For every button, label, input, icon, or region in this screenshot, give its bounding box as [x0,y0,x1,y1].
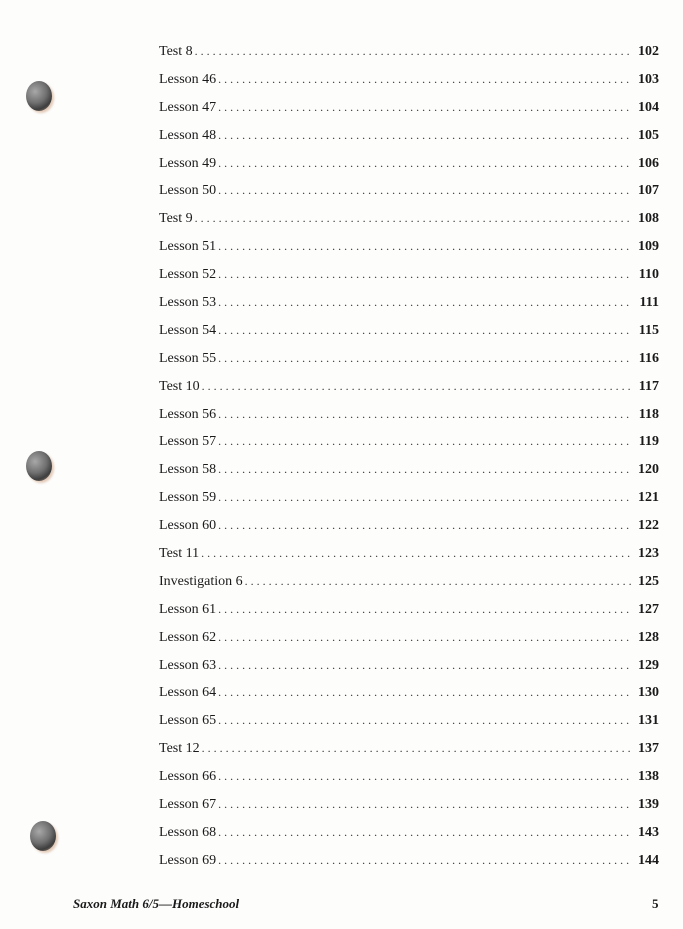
toc-entry-label: Investigation 6 [159,573,243,589]
toc-entry [159,261,659,289]
toc-entry [159,317,659,345]
toc-dot-leader [245,568,632,596]
toc-entry-page-number: 139 [638,797,659,813]
toc-dot-leader [218,122,632,150]
toc-entry [159,66,659,94]
toc-entry [159,847,659,875]
toc-entry [159,456,659,484]
toc-entry-page-number: 128 [638,629,659,645]
toc-entry [159,428,659,456]
toc-entry-page-number: 109 [638,239,659,255]
toc-dot-leader [218,177,632,205]
toc-entry-label: Lesson 60 [159,518,217,534]
toc-entry-label: Lesson 56 [159,406,217,422]
toc-dot-leader [218,624,632,652]
binder-hole-middle [26,451,52,481]
toc-entry-page-number: 117 [638,378,659,394]
toc-entry [159,735,659,763]
toc-entry-page-number: 104 [638,99,659,115]
toc-dot-leader [195,38,632,66]
toc-dot-leader [218,94,632,122]
toc-entry-label: Test 10 [159,378,200,394]
toc-dot-leader [218,428,632,456]
toc-entry-page-number: 111 [639,295,659,311]
binder-hole-top [26,81,52,111]
toc-entry-label: Lesson 69 [159,852,217,868]
toc-entry-label: Lesson 68 [159,824,217,840]
toc-entry-page-number: 108 [638,211,659,227]
toc-dot-leader [201,540,632,568]
toc-entry [159,819,659,847]
toc-entry [159,707,659,735]
toc-dot-leader [218,847,632,875]
toc-entry-label: Lesson 55 [159,350,217,366]
toc-entry [159,763,659,791]
toc-entry-label: Lesson 63 [159,657,217,673]
toc-entry [159,177,659,205]
toc-entry-page-number: 115 [638,322,659,338]
toc-entry [159,540,659,568]
toc-dot-leader [218,791,632,819]
toc-entry-label: Lesson 53 [159,295,217,311]
toc-dot-leader [218,679,632,707]
toc-entry-page-number: 105 [638,127,659,143]
toc-entry [159,568,659,596]
toc-entry-page-number: 110 [638,267,659,283]
toc-entry-label: Test 8 [159,44,193,59]
toc-entry [159,122,659,150]
toc-entry [159,373,659,401]
toc-entry-label: Test 12 [159,741,200,757]
toc-entry [159,679,659,707]
toc-entry [159,150,659,178]
toc-entry-page-number: 123 [638,546,659,562]
toc-entry-page-number: 137 [638,741,659,757]
toc-entry-page-number: 118 [638,406,659,422]
toc-entry-page-number: 120 [638,462,659,478]
toc-entry-label: Lesson 62 [159,629,217,645]
toc-entry-label: Lesson 59 [159,490,217,506]
toc-dot-leader [218,401,632,429]
toc-entry-label: Lesson 47 [159,99,217,115]
toc-entry-page-number: 138 [638,769,659,785]
toc-entry-page-number: 130 [638,685,659,701]
toc-entry-label: Lesson 57 [159,434,217,450]
toc-entry [159,233,659,261]
toc-dot-leader [218,317,632,345]
binder-hole-bottom [30,821,56,851]
table-of-contents [159,38,659,875]
toc-entry-label: Lesson 52 [159,267,217,283]
toc-entry [159,401,659,429]
toc-entry [159,38,659,66]
toc-dot-leader [218,484,632,512]
toc-entry-label: Test 11 [159,546,200,562]
toc-entry-page-number: 107 [638,183,659,199]
toc-dot-leader [218,150,632,178]
toc-entry-label: Lesson 46 [159,71,217,87]
toc-entry-page-number: 116 [638,350,659,366]
toc-entry-page-number: 125 [638,573,659,589]
toc-entry-page-number: 129 [638,657,659,673]
toc-dot-leader [218,707,632,735]
toc-entry-page-number: 119 [638,434,659,450]
toc-entry-page-number: 121 [638,490,659,506]
toc-entry [159,484,659,512]
toc-dot-leader [218,763,632,791]
toc-entry [159,596,659,624]
toc-entry-label: Lesson 67 [159,797,217,813]
toc-dot-leader [218,596,632,624]
toc-dot-leader [218,233,632,261]
footer-page-number: 5 [652,896,659,911]
toc-entry-label: Lesson 65 [159,713,217,729]
toc-dot-leader [195,205,632,233]
toc-dot-leader [218,819,632,847]
toc-entry-page-number: 122 [638,518,659,534]
toc-entry [159,791,659,819]
toc-entry-page-number: 106 [638,155,659,171]
toc-entry-page-number: 143 [638,824,659,840]
toc-dot-leader [218,261,632,289]
toc-entry-label: Lesson 54 [159,322,217,338]
toc-dot-leader [202,373,632,401]
toc-dot-leader [218,289,632,317]
toc-entry [159,512,659,540]
toc-entry-label: Lesson 64 [159,685,217,701]
toc-entry-page-number: 131 [638,713,659,729]
toc-entry [159,94,659,122]
toc-entry [159,652,659,680]
footer-book-title: Saxon Math 6/5—Homeschool [73,896,240,911]
toc-entry [159,289,659,317]
toc-dot-leader [202,735,632,763]
toc-entry-page-number: 144 [638,852,659,868]
toc-entry-label: Lesson 58 [159,462,217,478]
toc-dot-leader [218,512,632,540]
toc-dot-leader [218,345,632,373]
toc-entry-page-number: 127 [638,601,659,617]
toc-entry-label: Lesson 49 [159,155,217,171]
toc-entry [159,345,659,373]
toc-entry [159,624,659,652]
toc-entry-page-number: 102 [638,44,659,59]
toc-entry-label: Lesson 50 [159,183,217,199]
toc-dot-leader [218,652,632,680]
toc-entry-page-number: 103 [638,71,659,87]
toc-entry-label: Lesson 51 [159,239,217,255]
toc-entry [159,205,659,233]
toc-dot-leader [218,456,632,484]
toc-entry-label: Lesson 61 [159,601,217,617]
toc-entry-label: Test 9 [159,211,193,227]
toc-entry-label: Lesson 48 [159,127,217,143]
toc-dot-leader [218,66,632,94]
toc-entry-label: Lesson 66 [159,769,217,785]
